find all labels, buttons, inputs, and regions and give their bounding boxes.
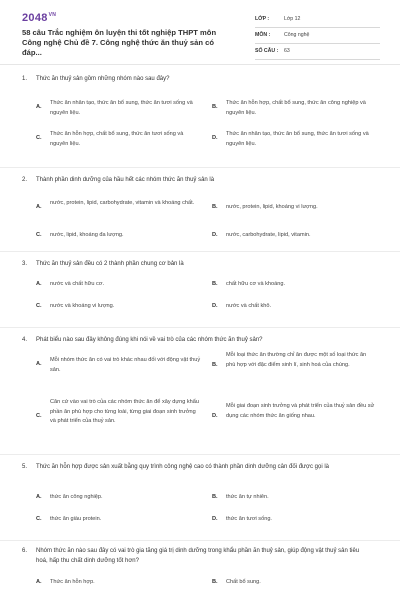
meta-value: 63	[284, 48, 290, 54]
option-text: Mỗi giai đoạn sinh trưởng và phát triển của thuỷ sản đều sử dụng các nhóm thức ăn giống nhau.	[226, 403, 375, 419]
option-letter: D.	[212, 413, 218, 419]
option-b[interactable]	[212, 578, 377, 588]
meta-row-class	[255, 12, 380, 28]
question-stem	[22, 463, 372, 473]
option-letter: C.	[36, 413, 42, 419]
option-b[interactable]	[212, 280, 377, 290]
option-letter: C.	[36, 232, 42, 238]
question-divider	[0, 251, 400, 252]
option-text: nước, lipid, khoáng đa lượng.	[50, 232, 124, 238]
option-text: nước và chất hữu cơ.	[50, 281, 105, 287]
option-text: nước, protein, lipid, carbohydrate, vitamin và khoáng chất.	[50, 200, 195, 206]
option-text: nước và chất khô.	[226, 303, 272, 309]
meta-value: Lớp 12	[284, 16, 301, 22]
option-letter: A.	[36, 281, 42, 287]
document-meta	[255, 12, 380, 60]
option-text: Thức ăn hỗn hợp, chất bổ sung, thức ăn công nghiệp và nguyên liệu.	[226, 100, 366, 116]
question-divider	[0, 540, 400, 541]
question-stem	[22, 176, 372, 186]
question-divider	[0, 327, 400, 328]
option-letter: C.	[36, 516, 42, 522]
option-b[interactable]	[212, 99, 377, 118]
option-text: thức ăn tươi sống.	[226, 516, 272, 522]
site-logo[interactable]: $2048^{VN}$	[22, 12, 57, 24]
option-letter: A.	[36, 579, 42, 585]
option-a[interactable]	[36, 356, 201, 375]
meta-label: LỚP :	[255, 16, 270, 22]
option-letter: B.	[212, 281, 218, 287]
question-stem	[22, 75, 372, 85]
option-a[interactable]	[36, 280, 201, 290]
meta-row-question-count	[255, 44, 380, 60]
question-number: 3.	[22, 261, 28, 267]
option-letter: C.	[36, 135, 42, 141]
option-a[interactable]	[36, 493, 201, 503]
option-a[interactable]	[36, 199, 201, 209]
option-c[interactable]	[36, 130, 201, 149]
question-text: Thức ăn thuỷ sản đều có 2 thành phần chung cơ bản là	[36, 261, 184, 267]
meta-label: MÔN :	[255, 32, 271, 38]
question-6	[0, 547, 400, 597]
question-5	[0, 463, 400, 535]
option-text: chất hữu cơ và khoáng.	[226, 281, 286, 287]
document-title: 58 câu Trắc nghiệm ôn luyện thi tốt nghiệp THPT môn Công nghệ Chủ đề 7. Công nghệ thức ăn thuỷ sản có đáp...	[22, 28, 217, 57]
question-number: 1.	[22, 76, 28, 82]
question-number: 4.	[22, 337, 28, 343]
option-text: thức ăn tự nhiên.	[226, 494, 269, 500]
option-text: nước, protein, lipid, khoáng vi lượng.	[226, 204, 318, 210]
option-text: Căn cứ vào vai trò của các nhóm thức ăn để xây dựng khẩu phần ăn phù hợp cho từng loài, từng giai đoạn sinh trưởng và phát triển của thuỷ sản.	[50, 399, 199, 424]
option-text: Mỗi nhóm thức ăn có vai trò khác nhau đối với động vật thuỷ sản.	[50, 357, 201, 373]
option-d[interactable]	[212, 515, 377, 525]
option-text: nước và khoáng vi lượng.	[50, 303, 115, 309]
option-d[interactable]	[212, 130, 377, 149]
question-text: Phát biểu nào sau đây không đúng khi nói về vai trò của các nhóm thức ăn thuỷ sản?	[36, 337, 263, 343]
question-stem	[22, 260, 372, 270]
option-letter: D.	[212, 135, 218, 141]
option-d[interactable]	[212, 231, 377, 241]
question-text: Thức ăn thuỷ sản gồm những nhóm nào sau đây?	[36, 76, 170, 82]
question-text: Nhóm thức ăn nào sau đây có vai trò gia tăng giá trị dinh dưỡng trong khẩu phần ăn thuỷ sản, giúp động vật thuỷ sản tiêu hoá, hấp thu chất dinh dưỡng tốt hơn?	[36, 548, 360, 564]
option-letter: C.	[36, 303, 42, 309]
option-text: Thức ăn nhân tạo, thức ăn bổ sung, thức ăn tươi sống và nguyên liệu.	[50, 100, 193, 116]
question-text: Thức ăn hỗn hợp được sản xuất bằng quy trình công nghệ cao có thành phần dinh dưỡng cân đối được gọi là	[36, 464, 329, 470]
option-letter: B.	[212, 204, 218, 210]
option-d[interactable]	[212, 302, 377, 312]
question-number: 2.	[22, 177, 28, 183]
meta-row-subject	[255, 28, 380, 44]
question-2	[0, 176, 400, 246]
option-letter: B.	[212, 579, 218, 585]
question-1	[0, 75, 400, 165]
option-text: Mỗi loại thức ăn thường chỉ ăn được một số loại thức ăn phù hợp với đặc điểm sinh lí, sinh hoá của chúng.	[226, 352, 367, 368]
option-a[interactable]	[36, 578, 201, 588]
question-number: 6.	[22, 548, 28, 554]
meta-value: Công nghệ	[284, 32, 310, 38]
option-letter: D.	[212, 232, 218, 238]
question-number: 5.	[22, 464, 28, 470]
option-a[interactable]	[36, 99, 201, 118]
option-b[interactable]	[212, 351, 377, 370]
option-text: Thức ăn hỗn hợp.	[50, 579, 95, 585]
option-c[interactable]	[36, 302, 201, 312]
meta-label: SỐ CÂU :	[255, 48, 279, 54]
question-3	[0, 260, 400, 322]
option-letter: A.	[36, 204, 42, 210]
question-text: Thành phần dinh dưỡng của hầu hết các nhóm thức ăn thuỷ sản là	[36, 177, 215, 183]
question-divider	[0, 454, 400, 455]
option-b[interactable]	[212, 493, 377, 503]
option-letter: A.	[36, 494, 42, 500]
option-c[interactable]	[36, 398, 201, 427]
option-text: Thức ăn nhân tạo, thức ăn bổ sung, thức ăn tươi sống và nguyên liệu.	[226, 131, 369, 147]
option-b[interactable]	[212, 203, 377, 213]
option-letter: A.	[36, 361, 42, 367]
question-stem	[22, 336, 372, 346]
option-letter: B.	[212, 362, 218, 368]
option-c[interactable]	[36, 231, 201, 241]
header	[0, 0, 400, 62]
option-d[interactable]	[212, 402, 377, 421]
option-letter: B.	[212, 494, 218, 500]
option-c[interactable]	[36, 515, 201, 525]
question-4	[0, 336, 400, 451]
question-divider	[0, 167, 400, 168]
option-letter: D.	[212, 303, 218, 309]
option-text: thức ăn công nghiệp.	[50, 494, 103, 500]
option-letter: D.	[212, 516, 218, 522]
header-divider	[0, 64, 400, 65]
option-text: nước, carbohydrate, lipid, vitamin.	[226, 232, 311, 238]
question-stem	[22, 547, 372, 566]
option-text: thức ăn giàu protein.	[50, 516, 102, 522]
option-text: Chất bổ sung.	[226, 579, 261, 585]
option-letter: A.	[36, 104, 42, 110]
option-text: Thức ăn hỗn hợp, chất bổ sung, thức ăn tươi sống và nguyên liệu.	[50, 131, 184, 147]
option-letter: B.	[212, 104, 218, 110]
